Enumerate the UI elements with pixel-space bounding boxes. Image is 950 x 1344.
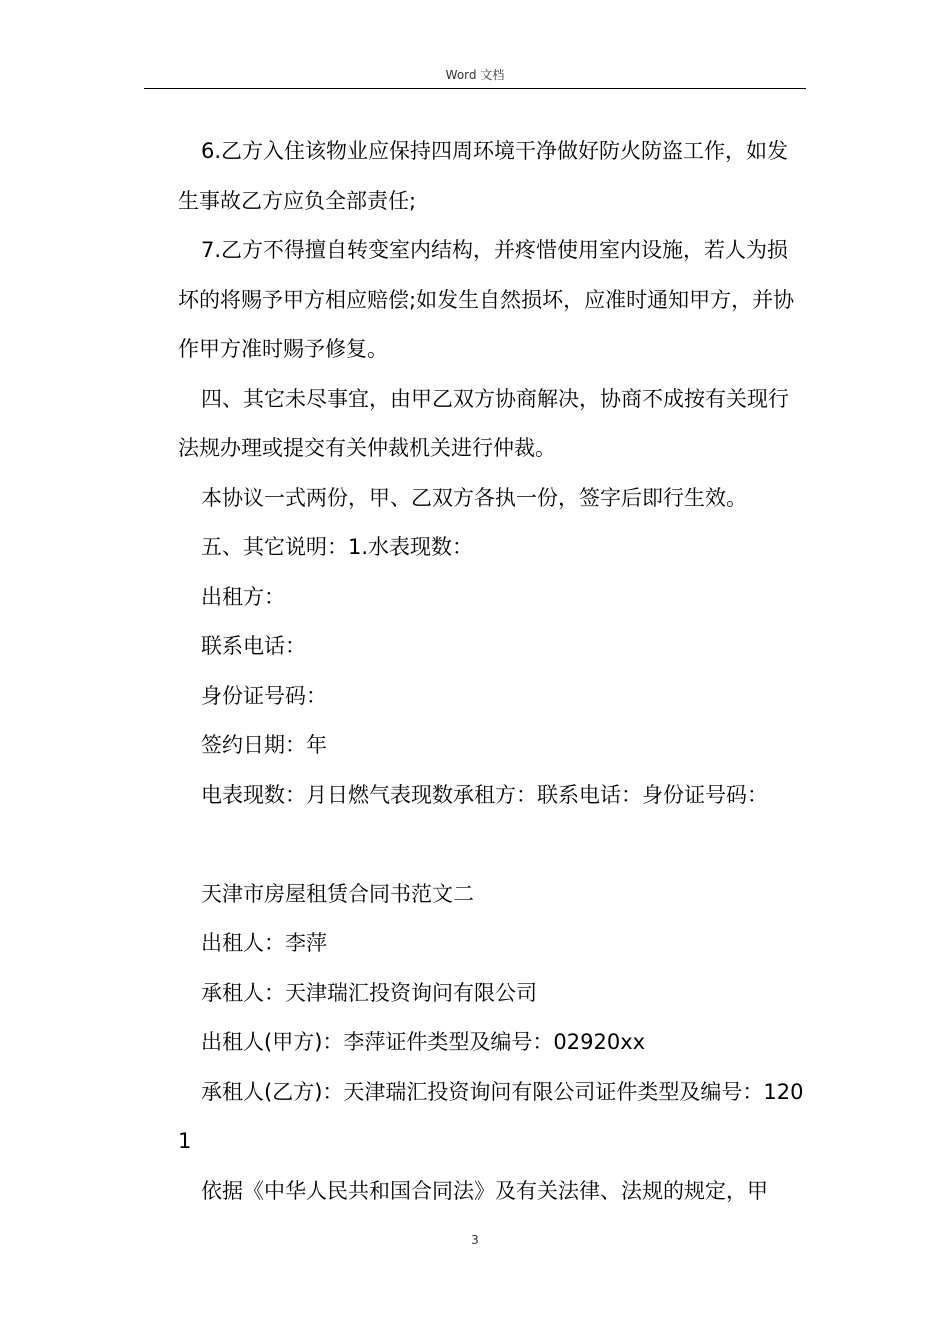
section-5: 五、其它说明：1.水表现数：: [201, 535, 474, 559]
header-rule: [144, 88, 806, 89]
party-a-info: 出租人(甲方)：李萍证件类型及编号：02920xx: [201, 1030, 646, 1054]
legal-basis: 依据《中华人民共和国合同法》及有关法律、法规的规定，甲: [201, 1178, 768, 1203]
signing-date-label: 签约日期：年: [201, 733, 327, 757]
meter-readings: 电表现数：月日燃气表现数承租方：联系电话：身份证号码：: [201, 782, 768, 807]
page-number: 3: [471, 1233, 479, 1247]
lessor-label: 出租方：: [201, 584, 285, 609]
clause-7: 7.乙方不得擅自转变室内结构，并疼惜使用室内设施，若人为损坏的将赐予甲方相应赔偿;如发生自然损坏，应准时通知甲方，并协作甲方准时赐予修复。: [178, 238, 795, 361]
document-body: [178, 127, 806, 1216]
agreement-copies: 本协议一式两份，甲、乙双方各执一份，签字后即行生效。: [201, 485, 747, 510]
page-header: Word 文档: [445, 68, 505, 82]
blank-line: [178, 820, 806, 870]
id-number-label: 身份证号码：: [201, 683, 327, 708]
phone-label: 联系电话：: [201, 634, 306, 658]
section-4: 四、其它未尽事宜，由甲乙双方协商解决，协商不成按有关现行法规办理或提交有关仲裁机关进行仲裁。: [178, 386, 789, 460]
party-b-info: 承租人(乙方)：天津瑞汇投资询问有限公司证件类型及编号：1201: [178, 1079, 804, 1153]
lessor-name: 出租人：李萍: [201, 931, 327, 955]
contract-title: 天津市房屋租赁合同书范文二: [201, 881, 474, 906]
clause-6: 6.乙方入住该物业应保持四周环境干净做好防火防盗工作，如发生事故乙方应负全部责任;: [178, 139, 789, 213]
lessee-name: 承租人：天津瑞汇投资询问有限公司: [201, 980, 537, 1005]
